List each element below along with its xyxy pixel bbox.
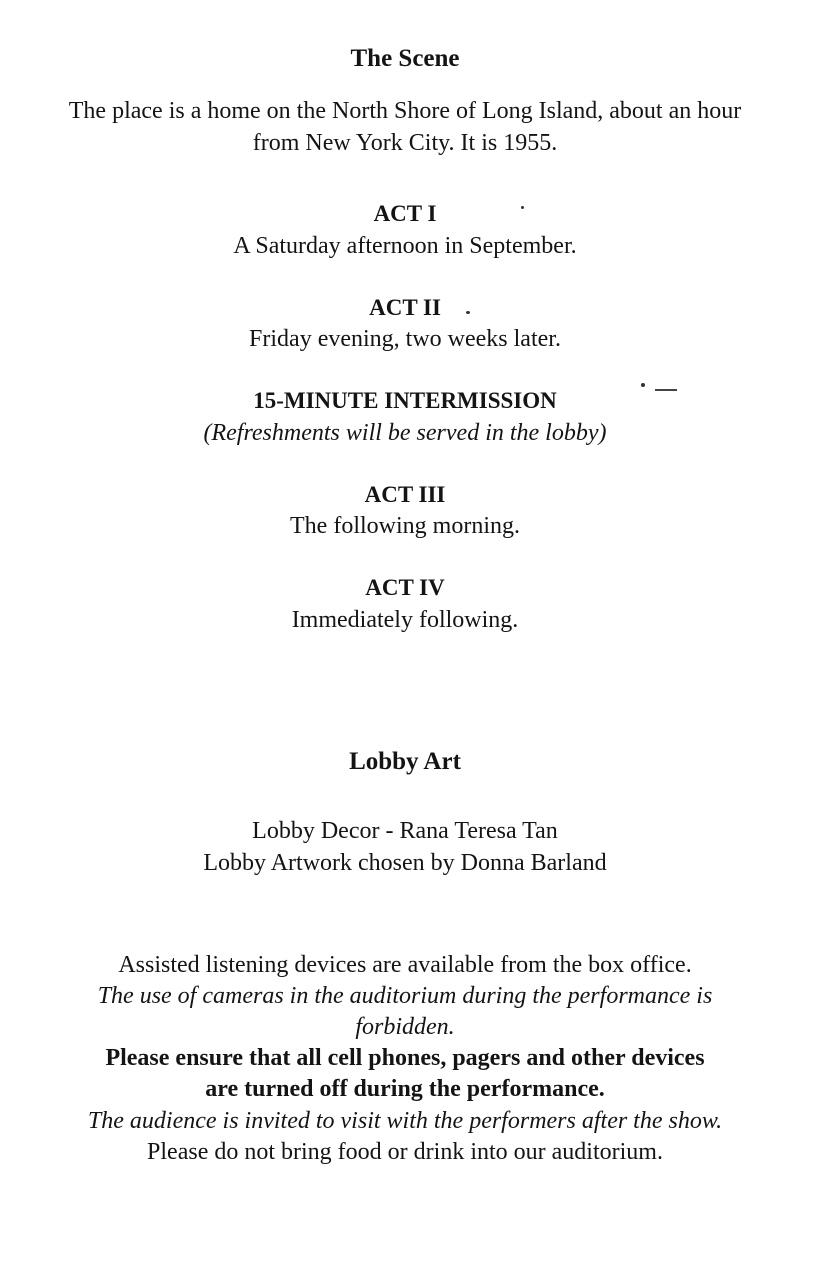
scene-heading: The Scene <box>350 45 460 72</box>
phones-notice-line-1: Please ensure that all cell phones, pagers and other devices <box>105 1045 705 1071</box>
scan-speck <box>466 311 470 314</box>
visit-performers-notice: The audience is invited to visit with the performers after the show. <box>87 1108 723 1134</box>
act-4-title: ACT IV <box>365 575 445 600</box>
listening-devices-notice: Assisted listening devices are available from the box office. <box>118 952 692 978</box>
scan-speck <box>521 206 524 209</box>
lobby-decor-credit: Lobby Decor - Rana Teresa Tan <box>252 818 558 844</box>
scene-description-line-2: from New York City. It is 1955. <box>252 130 558 156</box>
act-2-description: Friday evening, two weeks later. <box>249 326 561 352</box>
food-drink-notice: Please do not bring food or drink into our auditorium. <box>147 1139 663 1165</box>
phones-notice-line-2: are turned off during the performance. <box>205 1076 605 1102</box>
scan-speck <box>641 383 645 387</box>
intermission-title: 15-MINUTE INTERMISSION <box>253 388 557 413</box>
camera-notice-line-2: forbidden. <box>355 1014 455 1040</box>
act-2-title: ACT II <box>369 295 441 320</box>
lobby-artwork-credit: Lobby Artwork chosen by Donna Barland <box>203 850 607 876</box>
intermission-note: (Refreshments will be served in the lobby) <box>203 420 607 446</box>
act-1-description: A Saturday afternoon in September. <box>233 233 577 259</box>
scan-mark <box>655 389 677 391</box>
lobby-art-heading: Lobby Art <box>349 748 461 775</box>
scene-description-line-1: The place is a home on the North Shore of Long Island, about an hour <box>68 98 742 124</box>
act-1-title: ACT I <box>373 201 437 226</box>
act-3-title: ACT III <box>364 482 446 507</box>
act-4-description: Immediately following. <box>291 607 519 633</box>
camera-notice-line-1: The use of cameras in the auditorium during the performance is <box>97 983 713 1009</box>
act-3-description: The following morning. <box>290 513 520 539</box>
